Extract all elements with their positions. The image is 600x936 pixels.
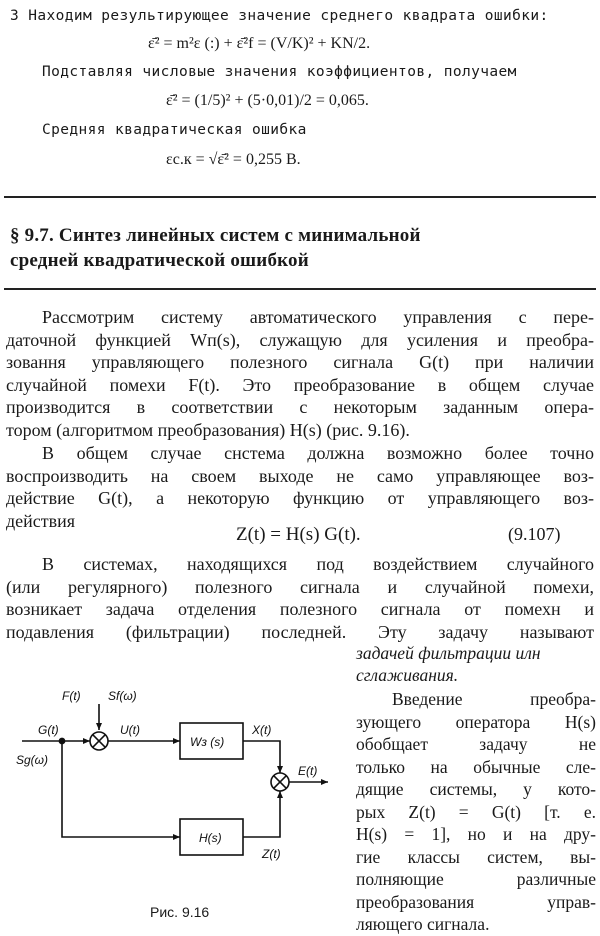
paragraph-4 [356,688,596,936]
text-line: обобщает задачу не [356,734,596,754]
section-title-line1: § 9.7. Синтез линейных систем с минимальной [10,225,421,246]
x-line [243,741,280,773]
label-e: E(t) [298,764,318,778]
substitution-text: Подставляя числовые значения коэффициентов, получаем [42,64,517,80]
text-line: преобразования управ- [356,891,596,912]
h-branch-line [62,741,180,837]
formula-mean-square-error: ε̄² = m²ε (:) + ε̄²f = (V/K)² + KN/2. [148,35,371,52]
text-line: В системах, находящихся под воздействием случайного [42,554,594,574]
top-divider [4,196,596,198]
label-sg: Sg(ω) [16,753,49,767]
formula-numeric: ε̄² = (1/5)² + (5·0,01)/2 = 0,065. [166,92,369,109]
block-diagram [0,680,350,905]
text-line: дящие системы, у кото- [356,779,596,799]
formula-rms: εс.к = √ε̄² = 0,255 В. [166,151,301,168]
equation-number: (9.107) [508,524,561,544]
text-line: даточной функцией Wп(s), служащую для усиления и преобра- [6,329,594,350]
text-line: зовання управляющего полезного сигнала G(t) при наличии [6,352,594,373]
text-line: (или регулярного) полезного сигнала и случайной помехи, [6,576,594,597]
text-line: полняющие различные [356,869,596,889]
label-h: H(s) [199,831,222,845]
label-w: Wз (s) [190,735,225,749]
section-title-line2: средней квадратической ошибкой [10,250,309,271]
text-line: зующего оператора H(s) [356,711,596,732]
rms-error-text: Средняя квадратическая ошибка [42,122,307,138]
figure-caption: Рис. 9.16 [150,904,210,920]
text-line: подавления (фильтрации) последней. Эту задачу называют [6,621,594,642]
heading-divider [4,288,596,290]
label-z: Z(t) [262,847,281,861]
paragraph-1 [6,306,594,442]
label-x: X(t) [252,723,272,737]
text-line: возникает задача отделения полезного сигнала от помехн и [6,599,594,620]
text-line: Введение преобра- [392,689,596,709]
text-line: В общем случае снстема должна возможно более точно [42,443,594,463]
paragraph-3 [6,553,594,643]
label-g: G(t) [38,723,59,737]
label-u: U(t) [120,723,140,737]
text-line: тором (алгоритмом преобразования) H(s) (рис. 9.16). [6,419,410,440]
text-line: производится в соответствии с некоторым заданным опера- [6,397,594,418]
text-line: действия [6,510,76,531]
filtering-term: задачей фильтрации илн [356,643,541,663]
text-line: гие классы систем, вы- [356,846,596,867]
label-f: F(t) [62,689,81,703]
text-line: воспроизводить на своем выходе не само управляющее воз- [6,465,594,486]
text-line: Рассмотрим систему автоматического управления с пере- [42,307,594,327]
smoothing-term: сглаживания. [356,665,459,685]
text-line: действие G(t), а некоторую функцию от управляющего воз- [6,488,594,509]
text-line: H(s) = 1], но и на дру- [356,824,596,844]
text-line: только на обычные сле- [356,756,596,777]
step-3-text: 3 Находим результирующее значение среднего квадрата ошибки: [10,8,549,24]
label-sf: Sf(ω) [108,689,137,703]
text-line: ляющего сигнала. [356,914,490,934]
text-line: рых Z(t) = G(t) [т. е. [356,801,596,822]
z-line [243,791,280,837]
paragraph-2 [6,442,594,532]
text-line: случайной помехи F(t). Это преобразование в общем случае [6,374,594,395]
equation-9-107: Z(t) = H(s) G(t). [236,524,361,545]
